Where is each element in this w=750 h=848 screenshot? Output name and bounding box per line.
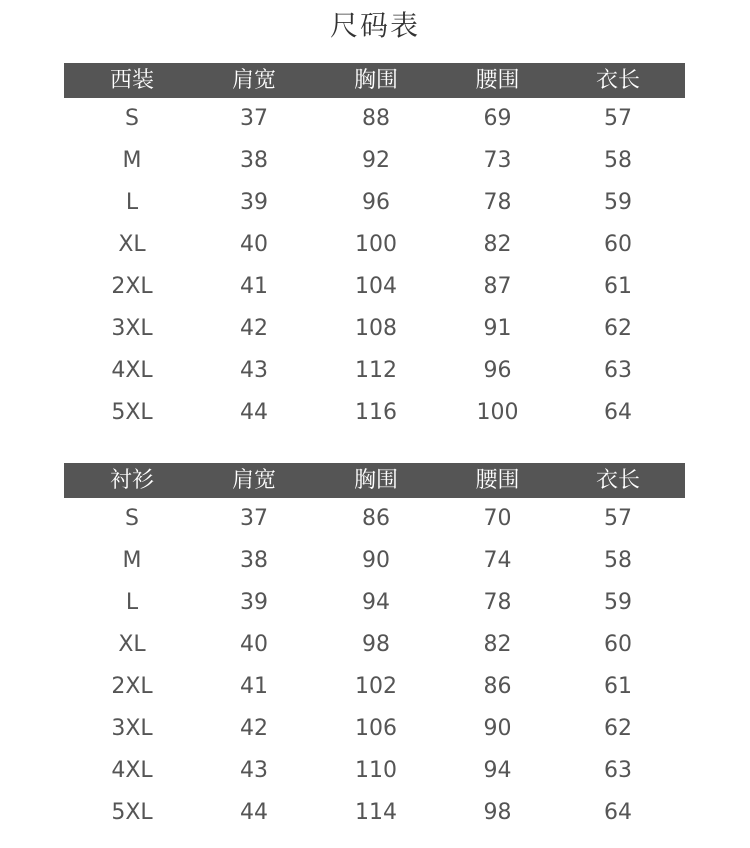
table-cell: 59 — [604, 190, 632, 215]
table-cell: 44 — [240, 800, 268, 825]
header-cell: 胸围 — [353, 468, 398, 493]
table-cell: 70 — [483, 506, 512, 531]
table-cell: 98 — [362, 632, 390, 657]
table-cell: 59 — [604, 590, 632, 615]
size-cell: 3XL — [111, 316, 153, 341]
table-cell: 41 — [240, 274, 268, 299]
table-cell: 64 — [604, 800, 632, 825]
size-cell: 4XL — [111, 358, 153, 383]
table-cell: 90 — [362, 548, 390, 573]
header-cell: 腰围 — [475, 68, 520, 93]
table-row — [64, 624, 685, 666]
header-cell: 肩宽 — [231, 68, 276, 93]
table-cell: 86 — [483, 674, 512, 699]
table-row — [64, 540, 685, 582]
table-cell: 78 — [483, 190, 512, 215]
size-cell: L — [125, 590, 139, 615]
table-cell: 58 — [604, 148, 632, 173]
table-cell: 112 — [355, 358, 397, 383]
table-row — [64, 266, 685, 308]
table-row — [64, 182, 685, 224]
table-cell: 42 — [240, 716, 268, 741]
table-cell: 62 — [604, 716, 632, 741]
table-cell: 61 — [604, 274, 632, 299]
table-cell: 106 — [355, 716, 397, 741]
table-row — [64, 582, 685, 624]
table-row — [64, 666, 685, 708]
table-cell: 96 — [362, 190, 390, 215]
page-title: 尺码表 — [329, 9, 420, 42]
header-cell: 西装 — [109, 68, 154, 93]
table-row — [64, 392, 685, 434]
table-cell: 42 — [240, 316, 268, 341]
size-cell: S — [125, 106, 139, 131]
table-row — [64, 308, 685, 350]
size-cell: 2XL — [111, 274, 153, 299]
header-cell: 胸围 — [353, 68, 398, 93]
table-row — [64, 792, 685, 834]
table-cell: 69 — [483, 106, 512, 131]
table-cell: 90 — [483, 716, 512, 741]
table-cell: 94 — [362, 590, 390, 615]
table-cell: 100 — [355, 232, 397, 257]
table-cell: 91 — [483, 316, 512, 341]
table-cell: 63 — [604, 758, 632, 783]
shirt-size-table — [64, 463, 685, 834]
table-cell: 61 — [604, 674, 632, 699]
header-cell: 肩宽 — [231, 468, 276, 493]
table-cell: 38 — [240, 548, 268, 573]
table-cell: 108 — [355, 316, 397, 341]
table-header — [64, 63, 685, 98]
table-row — [64, 498, 685, 540]
size-cell: 3XL — [111, 716, 153, 741]
table-cell: 98 — [483, 800, 512, 825]
table-cell: 37 — [240, 106, 268, 131]
table-cell: 60 — [604, 632, 632, 657]
table-cell: 86 — [362, 506, 390, 531]
size-cell: XL — [118, 632, 146, 657]
table-cell: 62 — [604, 316, 632, 341]
table-row — [64, 224, 685, 266]
table-cell: 78 — [483, 590, 512, 615]
table-cell: 87 — [483, 274, 512, 299]
table-cell: 40 — [240, 232, 268, 257]
size-cell: M — [122, 148, 142, 173]
table-row — [64, 140, 685, 182]
table-cell: 110 — [355, 758, 397, 783]
size-cell: 4XL — [111, 758, 153, 783]
table-cell: 114 — [355, 800, 397, 825]
size-cell: M — [122, 548, 142, 573]
table-row — [64, 350, 685, 392]
table-cell: 92 — [362, 148, 390, 173]
table-cell: 96 — [483, 358, 512, 383]
table-cell: 37 — [240, 506, 268, 531]
table-cell: 58 — [604, 548, 632, 573]
table-cell: 82 — [483, 232, 512, 257]
table-cell: 64 — [604, 400, 632, 425]
table-cell: 39 — [240, 590, 268, 615]
table-cell: 44 — [240, 400, 268, 425]
table-cell: 41 — [240, 674, 268, 699]
size-cell: L — [125, 190, 139, 215]
table-row — [64, 98, 685, 140]
table-cell: 88 — [362, 106, 390, 131]
table-cell: 40 — [240, 632, 268, 657]
table-cell: 102 — [355, 674, 397, 699]
table-cell: 43 — [240, 758, 268, 783]
header-cell: 腰围 — [475, 468, 520, 493]
suit-size-table — [64, 63, 685, 434]
header-cell: 衬衫 — [109, 468, 154, 493]
header-cell: 衣长 — [595, 68, 640, 93]
table-cell: 82 — [483, 632, 512, 657]
table-cell: 100 — [476, 400, 519, 425]
size-cell: 2XL — [111, 674, 153, 699]
table-cell: 39 — [240, 190, 268, 215]
header-cell: 衣长 — [595, 468, 640, 493]
table-cell: 116 — [355, 400, 397, 425]
table-cell: 74 — [483, 548, 512, 573]
table-cell: 57 — [604, 106, 632, 131]
table-cell: 60 — [604, 232, 632, 257]
table-row — [64, 708, 685, 750]
table-cell: 43 — [240, 358, 268, 383]
size-cell: 5XL — [111, 800, 153, 825]
table-cell: 57 — [604, 506, 632, 531]
table-cell: 104 — [355, 274, 397, 299]
table-cell: 94 — [483, 758, 512, 783]
size-cell: S — [125, 506, 139, 531]
table-header — [64, 463, 685, 498]
size-cell: 5XL — [111, 400, 153, 425]
table-cell: 63 — [604, 358, 632, 383]
table-cell: 38 — [240, 148, 268, 173]
table-cell: 73 — [483, 148, 512, 173]
table-row — [64, 750, 685, 792]
size-cell: XL — [118, 232, 146, 257]
